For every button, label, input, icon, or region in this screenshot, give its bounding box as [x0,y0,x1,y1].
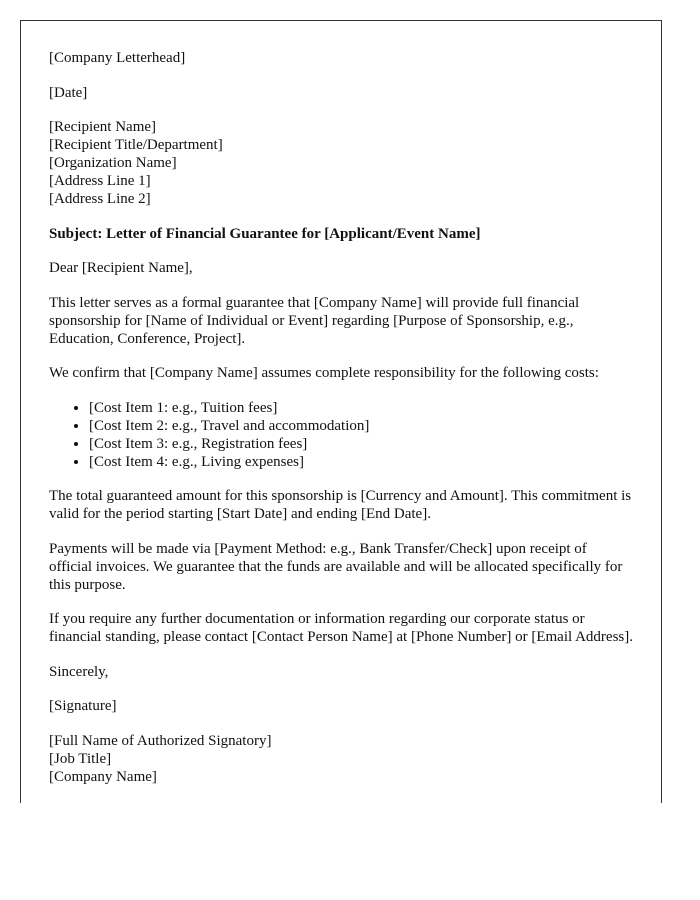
list-item: • [Cost Item 2: e.g., Travel and accommodation] [89,417,633,435]
list-item: • [Cost Item 3: e.g., Registration fees] [89,435,633,453]
signatory-title: [Job Title] [49,750,112,767]
list-item: • [Cost Item 1: e.g., Tuition fees] [89,399,633,417]
signatory-block [49,732,633,786]
paragraph-guarantee: This letter serves as a formal guarantee that [Company Name] will provide full financial sponsorship for [Name of Individual or Event] regarding [Purpose of Sponsorship, e.g., Education, Conference, Project]. [49,294,580,347]
paragraph-costs-intro: We confirm that [Company Name] assumes complete responsibility for the following costs: [49,365,599,381]
signature: [Signature] [49,698,117,714]
address-line-2: [Address Line 2] [49,191,151,207]
signatory-company: [Company Name] [49,768,157,785]
letterhead: [Company Letterhead] [49,50,186,66]
recipient-address [49,118,633,208]
address-line-1: [Address Line 1] [49,173,151,189]
cost-items-list [49,399,633,471]
letter-page [20,20,662,803]
subject-line: Subject: Letter of Financial Guarantee for [Applicant/Event Name] [49,225,481,242]
paragraph-amount: The total guaranteed amount for this sponsorship is [Currency and Amount]. This commitment is valid for the period starting [Start Date] and ending [End Date]. [49,488,632,522]
organization-name: [Organization Name] [49,155,177,171]
paragraph-payment: Payments will be made via [Payment Method: e.g., Bank Transfer/Check] upon receipt of official invoices. We guarantee that the funds are available and will be allocated specifically for this purpose. [49,540,623,593]
list-item: • [Cost Item 4: e.g., Living expenses] [89,453,633,471]
date: [Date] [49,84,88,101]
recipient-title: [Recipient Title/Department] [49,137,223,153]
closing: Sincerely, [49,663,109,680]
paragraph-contact: If you require any further documentation or information regarding our corporate status or financial standing, please contact [Contact Person Name] at [Phone Number] or [Email Address]. [49,611,633,645]
recipient-name: [Recipient Name] [49,119,157,135]
salutation: Dear [Recipient Name], [49,260,193,276]
signatory-name: [Full Name of Authorized Signatory] [49,732,272,749]
